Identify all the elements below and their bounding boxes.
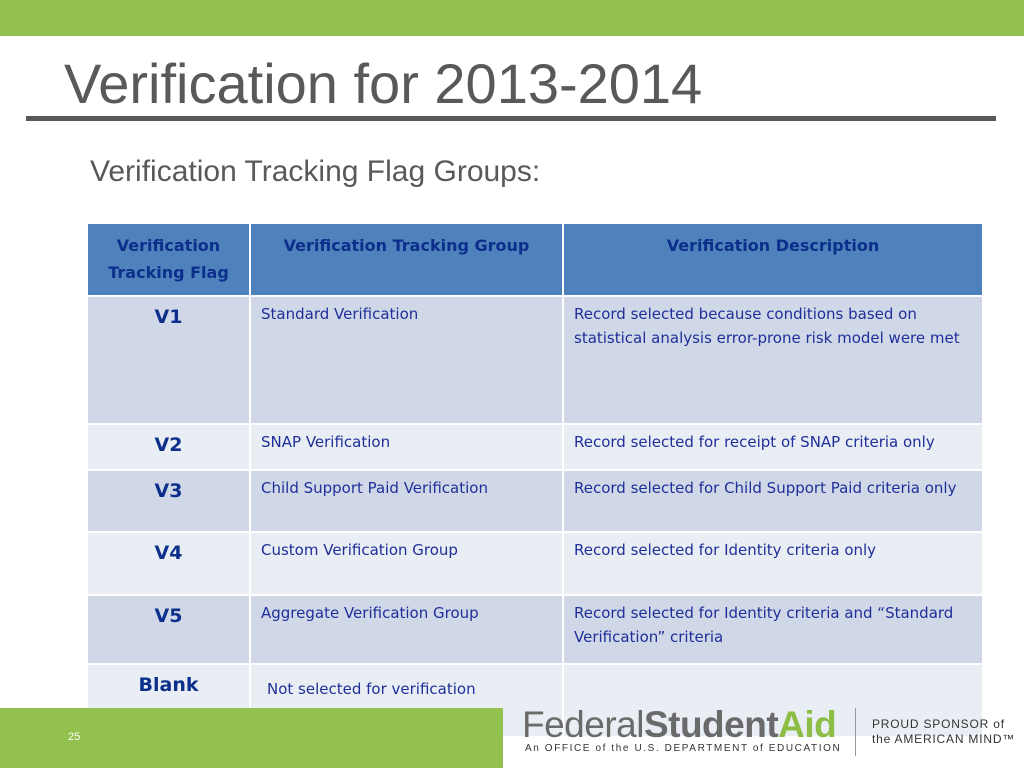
slide-subtitle: Verification Tracking Flag Groups: — [90, 155, 541, 188]
description-cell: Record selected for Identity criteria and “Standard Verification” criteria — [563, 595, 983, 664]
group-cell: Aggregate Verification Group — [250, 595, 563, 664]
group-cell: Standard Verification — [250, 296, 563, 424]
federal-student-aid-logo — [522, 704, 836, 746]
top-accent-bar — [0, 0, 1024, 36]
header-flag: Verification Tracking Flag — [87, 223, 250, 296]
group-cell: SNAP Verification — [250, 424, 563, 470]
title-underline — [26, 116, 996, 121]
flag-cell: V2 — [87, 424, 250, 470]
description-cell: Record selected because conditions based on statistical analysis error-prone risk model were met — [563, 296, 983, 424]
page-number: 25 — [68, 731, 81, 743]
table-header-row — [87, 223, 983, 296]
header-description: Verification Description — [563, 223, 983, 296]
table-row — [87, 296, 983, 424]
logo-divider — [855, 708, 856, 756]
flag-cell: V1 — [87, 296, 250, 424]
table-row — [87, 424, 983, 470]
logo-tagline: An OFFICE of the U.S. DEPARTMENT of EDUCATION — [525, 743, 842, 754]
logo-word-federal: Federal — [522, 704, 644, 745]
description-cell: Record selected for receipt of SNAP criteria only — [563, 424, 983, 470]
table-row — [87, 532, 983, 595]
group-cell: Custom Verification Group — [250, 532, 563, 595]
verification-flags-table — [86, 222, 984, 738]
group-cell: Child Support Paid Verification — [250, 470, 563, 532]
sponsor-line-1: PROUD SPONSOR of — [872, 717, 1005, 731]
flag-cell: Blank — [87, 664, 250, 737]
sponsor-line-2: the AMERICAN MIND™ — [872, 732, 1016, 746]
slide-title: Verification for 2013-2014 — [64, 52, 703, 115]
table-row — [87, 470, 983, 532]
description-cell: Record selected for Identity criteria only — [563, 532, 983, 595]
table-row — [87, 595, 983, 664]
flag-cell: V3 — [87, 470, 250, 532]
header-group: Verification Tracking Group — [250, 223, 563, 296]
description-cell: Record selected for Child Support Paid criteria only — [563, 470, 983, 532]
group-cell: Not selected for verification — [250, 664, 563, 737]
logo-word-student: Student — [643, 704, 779, 745]
logo-word-aid: Aid — [778, 704, 837, 745]
flag-cell: V4 — [87, 532, 250, 595]
flag-cell: V5 — [87, 595, 250, 664]
